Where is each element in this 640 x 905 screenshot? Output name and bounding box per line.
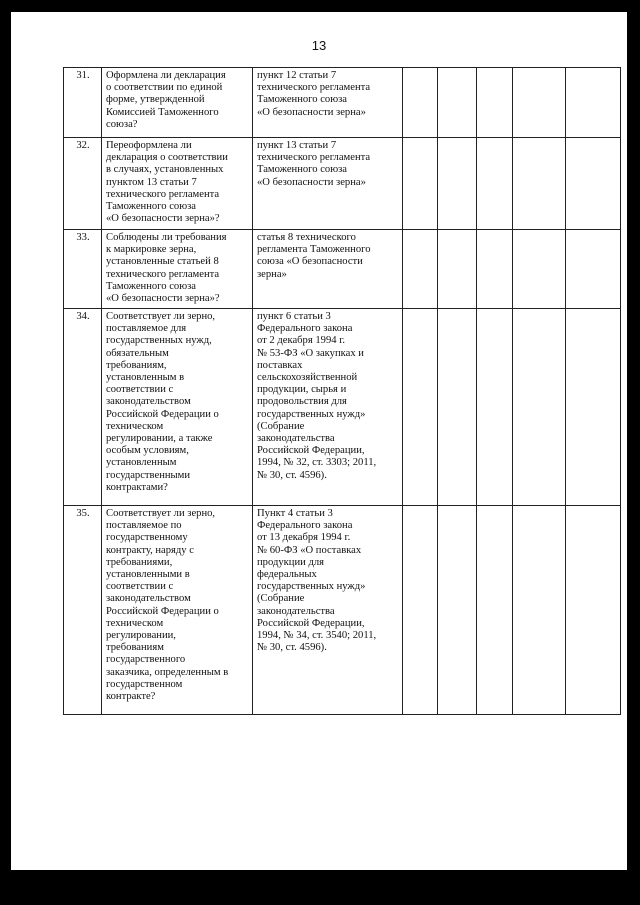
empty-cell xyxy=(566,309,621,506)
empty-cell xyxy=(477,309,513,506)
legal-reference: Пункт 4 статьи 3 Федерального закона от 13 декабря 1994 г. № 60-ФЗ «О поставках продукции для федеральных государственных нужд» (Собрание законодательства Российской Федерации, 1994, № 34, ст. 3540; 2011, № 30, ст. 4596). xyxy=(253,506,403,715)
empty-cell xyxy=(477,506,513,715)
empty-cell xyxy=(477,138,513,230)
empty-cell xyxy=(477,230,513,309)
empty-cell xyxy=(513,309,566,506)
legal-reference: пункт 13 статьи 7 технического регламента Таможенного союза «О безопасности зерна» xyxy=(253,138,403,230)
row-number: 33. xyxy=(64,230,102,309)
row-number: 34. xyxy=(64,309,102,506)
empty-cell xyxy=(438,309,477,506)
checklist-table xyxy=(63,67,621,715)
legal-reference: пункт 12 статьи 7 технического регламента Таможенного союза «О безопасности зерна» xyxy=(253,68,403,138)
table-row xyxy=(64,506,621,715)
row-number: 32. xyxy=(64,138,102,230)
table-row xyxy=(64,68,621,138)
empty-cell xyxy=(403,230,438,309)
empty-cell xyxy=(438,68,477,138)
requirement-question: Соответствует ли зерно, поставляемое для государственных нужд, обязательным требованиям, установленным в соответствии с законодательством Российской Федерации о техническом регулировании, а также особым условиям, установленным государственными контрактами? xyxy=(102,309,253,506)
row-number: 35. xyxy=(64,506,102,715)
legal-reference: статья 8 технического регламента Таможенного союза «О безопасности зерна» xyxy=(253,230,403,309)
empty-cell xyxy=(566,506,621,715)
table-row xyxy=(64,230,621,309)
requirement-question: Соблюдены ли требования к маркировке зерна, установленные статьей 8 технического регламента Таможенного союза «О безопасности зерна»? xyxy=(102,230,253,309)
requirement-question: Оформлена ли декларация о соответствии по единой форме, утвержденной Комиссией Таможенного союза? xyxy=(102,68,253,138)
document-page xyxy=(11,12,627,870)
empty-cell xyxy=(513,138,566,230)
empty-cell xyxy=(513,506,566,715)
row-number: 31. xyxy=(64,68,102,138)
empty-cell xyxy=(438,138,477,230)
empty-cell xyxy=(403,68,438,138)
empty-cell xyxy=(403,309,438,506)
empty-cell xyxy=(477,68,513,138)
requirement-question: Переоформлена ли декларация о соответствии в случаях, установленных пунктом 13 статьи 7 технического регламента Таможенного союза «О безопасности зерна»? xyxy=(102,138,253,230)
legal-reference: пункт 6 статьи 3 Федерального закона от 2 декабря 1994 г. № 53-ФЗ «О закупках и поставках сельскохозяйственной продукции, сырья и продовольствия для государственных нужд» (Собрание законодательства Российской Федерации, 1994, № 32, ст. 3303; 2011, № 30, ст. 4596). xyxy=(253,309,403,506)
empty-cell xyxy=(566,68,621,138)
table-row xyxy=(64,138,621,230)
empty-cell xyxy=(438,506,477,715)
empty-cell xyxy=(566,230,621,309)
empty-cell xyxy=(438,230,477,309)
empty-cell xyxy=(566,138,621,230)
page-number: 13 xyxy=(311,38,327,53)
empty-cell xyxy=(513,68,566,138)
empty-cell xyxy=(403,138,438,230)
table-row xyxy=(64,309,621,506)
empty-cell xyxy=(403,506,438,715)
requirement-question: Соответствует ли зерно, поставляемое по государственному контракту, наряду с требованиями, установленными в соответствии с законодательством Российской Федерации о техническом регулировании, требованиям государственного заказчика, определенным в государственном контракте? xyxy=(102,506,253,715)
empty-cell xyxy=(513,230,566,309)
